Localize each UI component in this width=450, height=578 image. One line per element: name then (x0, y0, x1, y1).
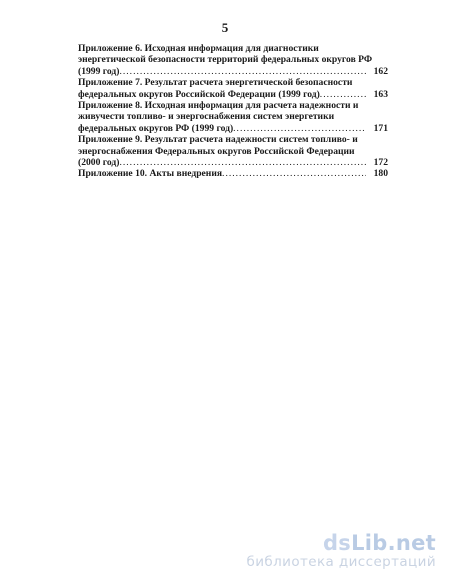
toc-entry-text: живучести топливо- и энергоснабжения систем энергетики (78, 111, 335, 123)
toc-dot-leader (320, 89, 366, 100)
toc-entry-appendix-9[interactable] (78, 134, 388, 168)
toc-dot-leader (119, 157, 366, 168)
toc-page-number: 172 (373, 157, 388, 169)
toc-page-number: 162 (373, 65, 388, 77)
logo-prefix: ds (322, 531, 352, 555)
page-number: 5 (221, 20, 229, 35)
table-of-contents (78, 43, 388, 180)
toc-entry-appendix-8[interactable] (78, 100, 388, 134)
toc-entry-text: федеральных округов Российской Федерации (1999 год) (78, 88, 320, 100)
toc-entry-text: энергоснабжения Федеральных округов Российской Федерации (78, 145, 355, 157)
toc-entry-text: федеральных округов РФ (1999 год) (78, 122, 234, 134)
toc-entry-text: (1999 год) (78, 65, 120, 77)
toc-entry-text: Приложение 7. Результат расчета энергетической безопасности (78, 77, 353, 89)
toc-page-number: 163 (373, 88, 388, 100)
toc-entry-text: (2000 год) (78, 157, 120, 169)
toc-entry-appendix-10[interactable] (78, 168, 388, 179)
toc-entry-text: Приложение 9. Результат расчета надежности систем топливо- и (78, 134, 358, 146)
toc-entry-text: энергетической безопасности территорий федеральных округов РФ (78, 54, 373, 66)
toc-page-number: 171 (373, 122, 388, 134)
dslib-watermark (247, 532, 436, 570)
toc-dot-leader (233, 123, 366, 134)
toc-entry-text: Приложение 6. Исходная информация для диагностики (78, 43, 319, 54)
toc-entry-appendix-7[interactable] (78, 77, 388, 100)
dslib-logo (247, 532, 436, 554)
toc-entry-text: Приложение 8. Исходная информация для расчета надежности и (78, 100, 359, 112)
dslib-subtitle: библиотека диссертаций (246, 554, 436, 570)
toc-dot-leader (119, 66, 366, 77)
toc-entry-text: Приложение 10. Акты внедрения (78, 168, 223, 180)
toc-dot-leader (222, 168, 366, 179)
logo-rest: Lib.net (351, 531, 436, 555)
toc-entry-appendix-6[interactable] (78, 43, 388, 77)
toc-page-number: 180 (373, 168, 388, 180)
